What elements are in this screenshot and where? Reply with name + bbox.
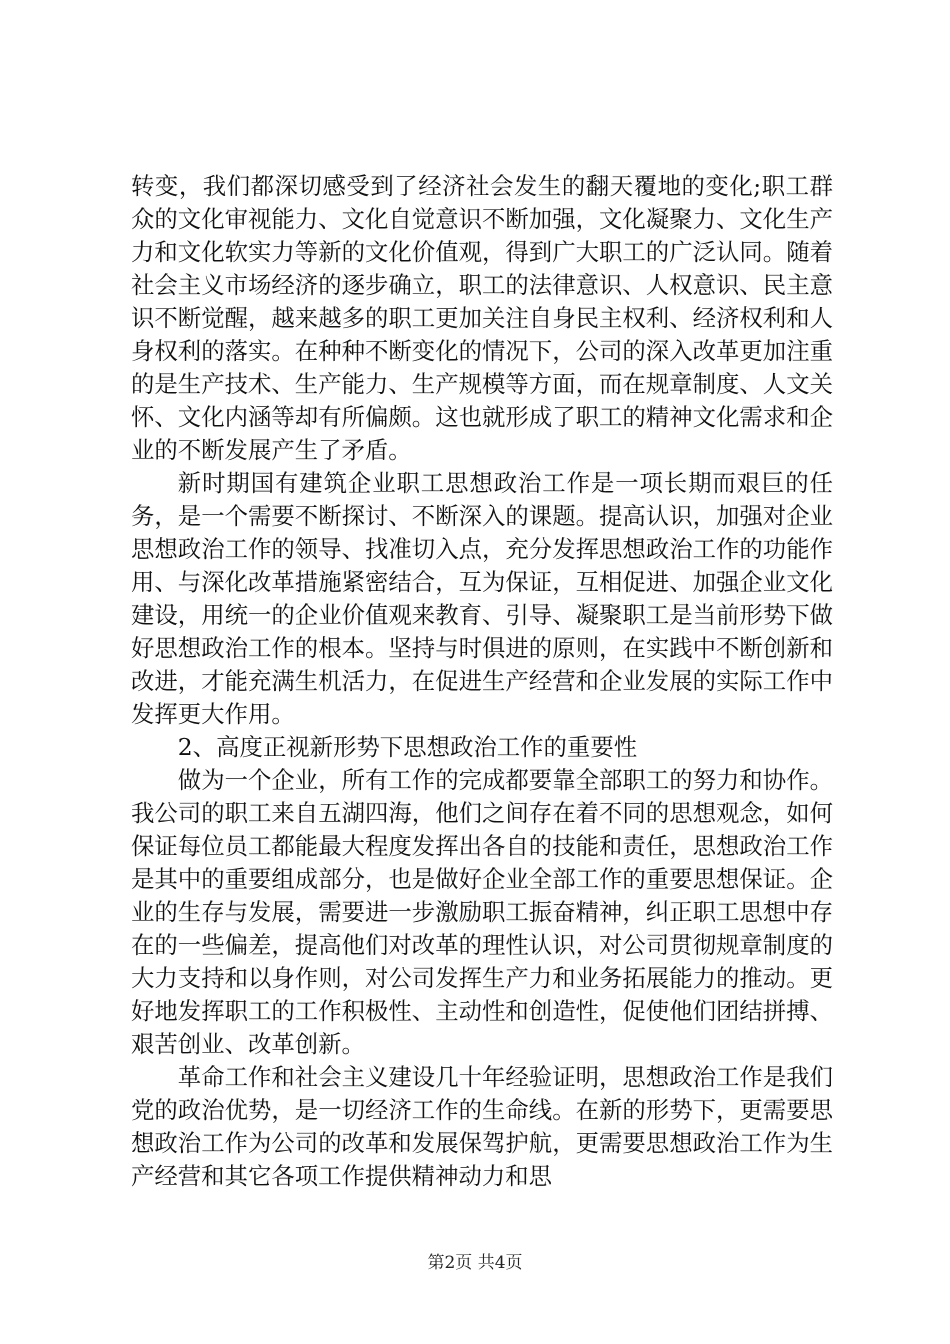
paragraph-continuation: 转变，我们都深切感受到了经济社会发生的翻天覆地的变化;职工群众的文化审视能力、文化自觉意识不断加强，文化凝聚力、文化生产力和文化软实力等新的文化价值观，得到广大职工的广泛认同。随着社会主义市场经济的逐步确立，职工的法律意识、人权意识、民主意识不断觉醒，越来越多的职工更加关注自身民主权利、经济权利和人身权利的落实。在种种不断变化的情况下，公司的深入改革更加注重的是生产技术、生产能力、生产规模等方面，而在规章制度、人文关怀、文化内涵等却有所偏颇。这也就形成了职工的精神文化需求和企业的不断发展产生了矛盾。 xyxy=(131,172,833,464)
paragraph: 新时期国有建筑企业职工思想政治工作是一项长期而艰巨的任务，是一个需要不断探讨、不断深入的课题。提高认识，加强对企业思想政治工作的领导、找准切入点，充分发挥思想政治工作的功能作用、与深化改革措施紧密结合，互为保证，互相促进、加强企业文化建设，用统一的企业价值观来教育、引导、凝聚职工是当前形势下做好思想政治工作的根本。坚持与时俱进的原则，在实践中不断创新和改进，才能充满生机活力，在促进生产经营和企业发展的实际工作中发挥更大作用。 xyxy=(131,469,833,728)
section-heading: 2、高度正视新形势下思想政治工作的重要性 xyxy=(177,733,638,761)
document-body xyxy=(131,170,833,1193)
paragraph: 做为一个企业，所有工作的完成都要靠全部职工的努力和协作。我公司的职工来自五湖四海，他们之间存在着不同的思想观念，如何保证每位员工都能最大程度发挥出各自的技能和责任，思想政治工作是其中的重要组成部分，也是做好企业全部工作的重要思想保证。企业的生存与发展，需要进一步激励职工振奋精神，纠正职工思想中存在的一些偏差，提高他们对改革的理性认识，对公司贯彻规章制度的大力支持和以身作则，对公司发挥生产力和业务拓展能力的推动。更好地发挥职工的工作积极性、主动性和创造性，促使他们团结拼搏、艰苦创业、改革创新。 xyxy=(131,766,833,1058)
paragraph: 革命工作和社会主义建设几十年经验证明，思想政治工作是我们党的政治优势，是一切经济工作的生命线。在新的形势下，更需要思想政治工作为公司的改革和发展保驾护航，更需要思想政治工作为生产经营和其它各项工作提供精神动力和思 xyxy=(131,1063,833,1190)
page-number-footer: 第2页 共4页 xyxy=(427,1253,523,1273)
